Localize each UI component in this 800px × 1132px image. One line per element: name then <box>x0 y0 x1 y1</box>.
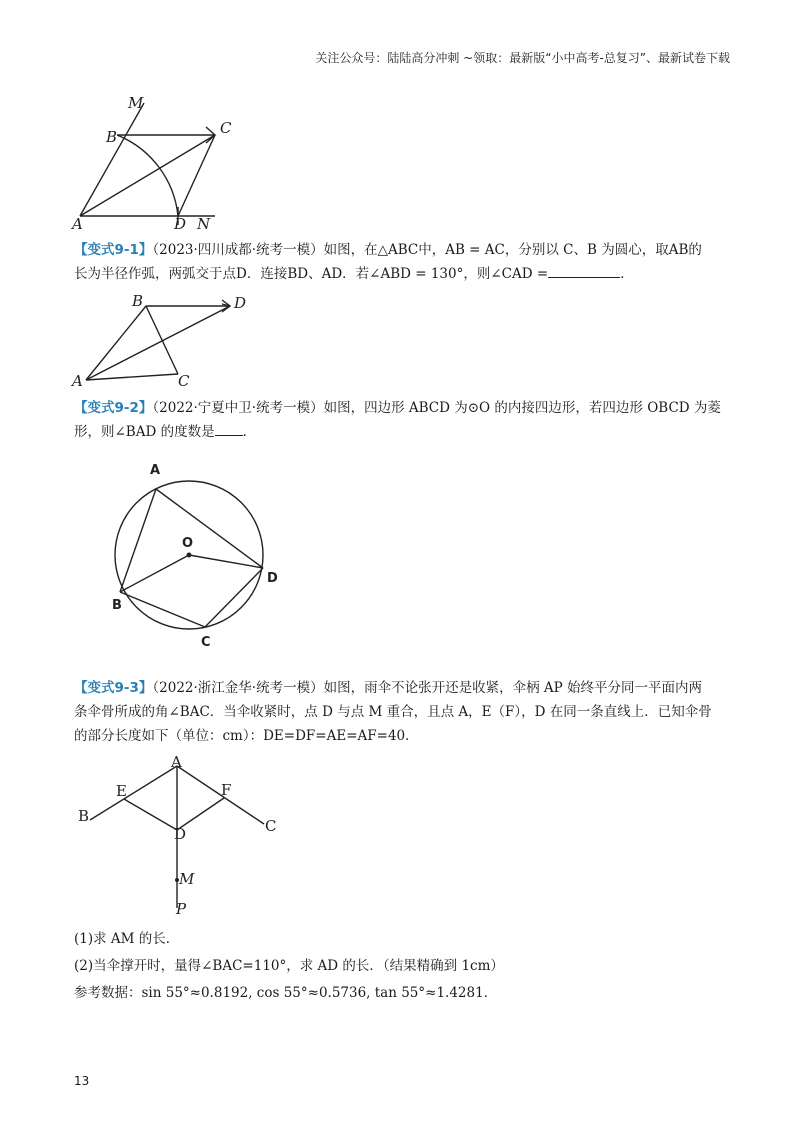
question-9-3 <box>74 676 734 748</box>
figure-umbrella <box>70 752 290 922</box>
label-n: N <box>197 215 211 233</box>
label-b: B <box>132 292 144 310</box>
label-p: P <box>176 900 187 918</box>
page-number: 13 <box>74 1074 90 1088</box>
label-a: A <box>72 215 83 233</box>
label-c: C <box>220 119 232 137</box>
diagonal-ac <box>80 135 215 216</box>
question-text-cont2: 的部分长度如下（单位：cm）：DE=DF=AE=AF=40． <box>74 728 419 744</box>
figure-rhombus-construction <box>70 95 240 235</box>
question-text-cont: 形，则∠BAD 的度数是 <box>74 424 215 440</box>
figure-inscribed-quadrilateral <box>100 458 300 653</box>
label-a: A <box>72 372 83 390</box>
label-f: F <box>221 781 232 799</box>
label-b: B <box>106 128 118 146</box>
label-a: A <box>150 463 161 478</box>
label-c: C <box>265 817 277 835</box>
answer-blank[interactable] <box>215 420 243 436</box>
question-text-cont: 条伞骨所成的角∠BAC．当伞收紧时，点 D 与点 M 重合，且点 A，E（F），D 在同一条直线上．已知伞骨 <box>74 704 712 720</box>
label-d: D <box>174 825 187 843</box>
question-text: 如图，四边形 ABCD 为⊙O 的内接四边形，若四边形 OBCD 为菱 <box>323 400 721 416</box>
ray-am <box>80 103 144 216</box>
segment-cd <box>178 135 215 216</box>
question-tag: 【变式9-1】 <box>74 242 153 258</box>
label-o: O <box>182 536 194 551</box>
answer-blank[interactable] <box>548 262 620 278</box>
question-source: （2022·浙江金华·统考一模） <box>152 680 324 696</box>
page-header: 关注公众号：陆陆高分冲刺 ~领取：最新版“小中高考-总复习”、最新试卷下载 <box>315 51 730 65</box>
label-c: C <box>178 372 190 390</box>
question-9-2: 【变式9-2】（2022·宁夏中卫·统考一模）如图，四边形 ABCD 为⊙O 的内接四边形，若四边形 OBCD 为菱 形，则∠BAD 的度数是 ． <box>74 400 721 440</box>
question-source: （2023·四川成都·统考一模） <box>152 242 324 258</box>
label-b: B <box>112 598 122 613</box>
question-text-cont: 长为半径作弧，两弧交于点D．连接BD、AD．若∠ABD = 130°，则∠CAD = <box>74 266 549 282</box>
question-text: 如图，在△ABC中，AB = AC，分别以 C、B 为圆心，取AB的 <box>323 242 702 258</box>
label-m: M <box>128 95 144 112</box>
question-9-1: 【变式9-1】（2023·四川成都·统考一模）如图，在△ABC中，AB = AC，分别以 C、B 为圆心，取AB的 长为半径作弧，两弧交于点D．连接BD、AD．若∠ABD = 130°，则∠CAD = ． <box>74 242 702 282</box>
sub-question-2: (2)当伞撑开时，量得∠BAC=110°，求 AD 的长．（结果精确到 1cm） <box>74 958 504 974</box>
label-c: C <box>201 635 211 650</box>
label-a: A <box>171 753 182 771</box>
label-b: B <box>78 807 90 825</box>
label-d: D <box>234 294 247 312</box>
question-tag: 【变式9-2】 <box>74 400 153 416</box>
sub-question-1: (1)求 AM 的长． <box>74 931 180 947</box>
label-d: D <box>174 215 187 233</box>
label-d: D <box>267 571 278 586</box>
figure-triangle-abc <box>70 292 270 392</box>
question-source: （2022·宁夏中卫·统考一模） <box>152 400 324 416</box>
label-m: M <box>179 870 195 888</box>
reference-data: 参考数据：sin 55°≈0.8192, cos 55°≈0.5736, tan 55°≈1.4281． <box>74 985 498 1001</box>
question-tag: 【变式9-3】 <box>74 680 153 696</box>
question-text: 如图，雨伞不论张开还是收紧，伞柄 AP 始终平分同一平面内两 <box>323 680 703 696</box>
label-e: E <box>116 782 127 800</box>
